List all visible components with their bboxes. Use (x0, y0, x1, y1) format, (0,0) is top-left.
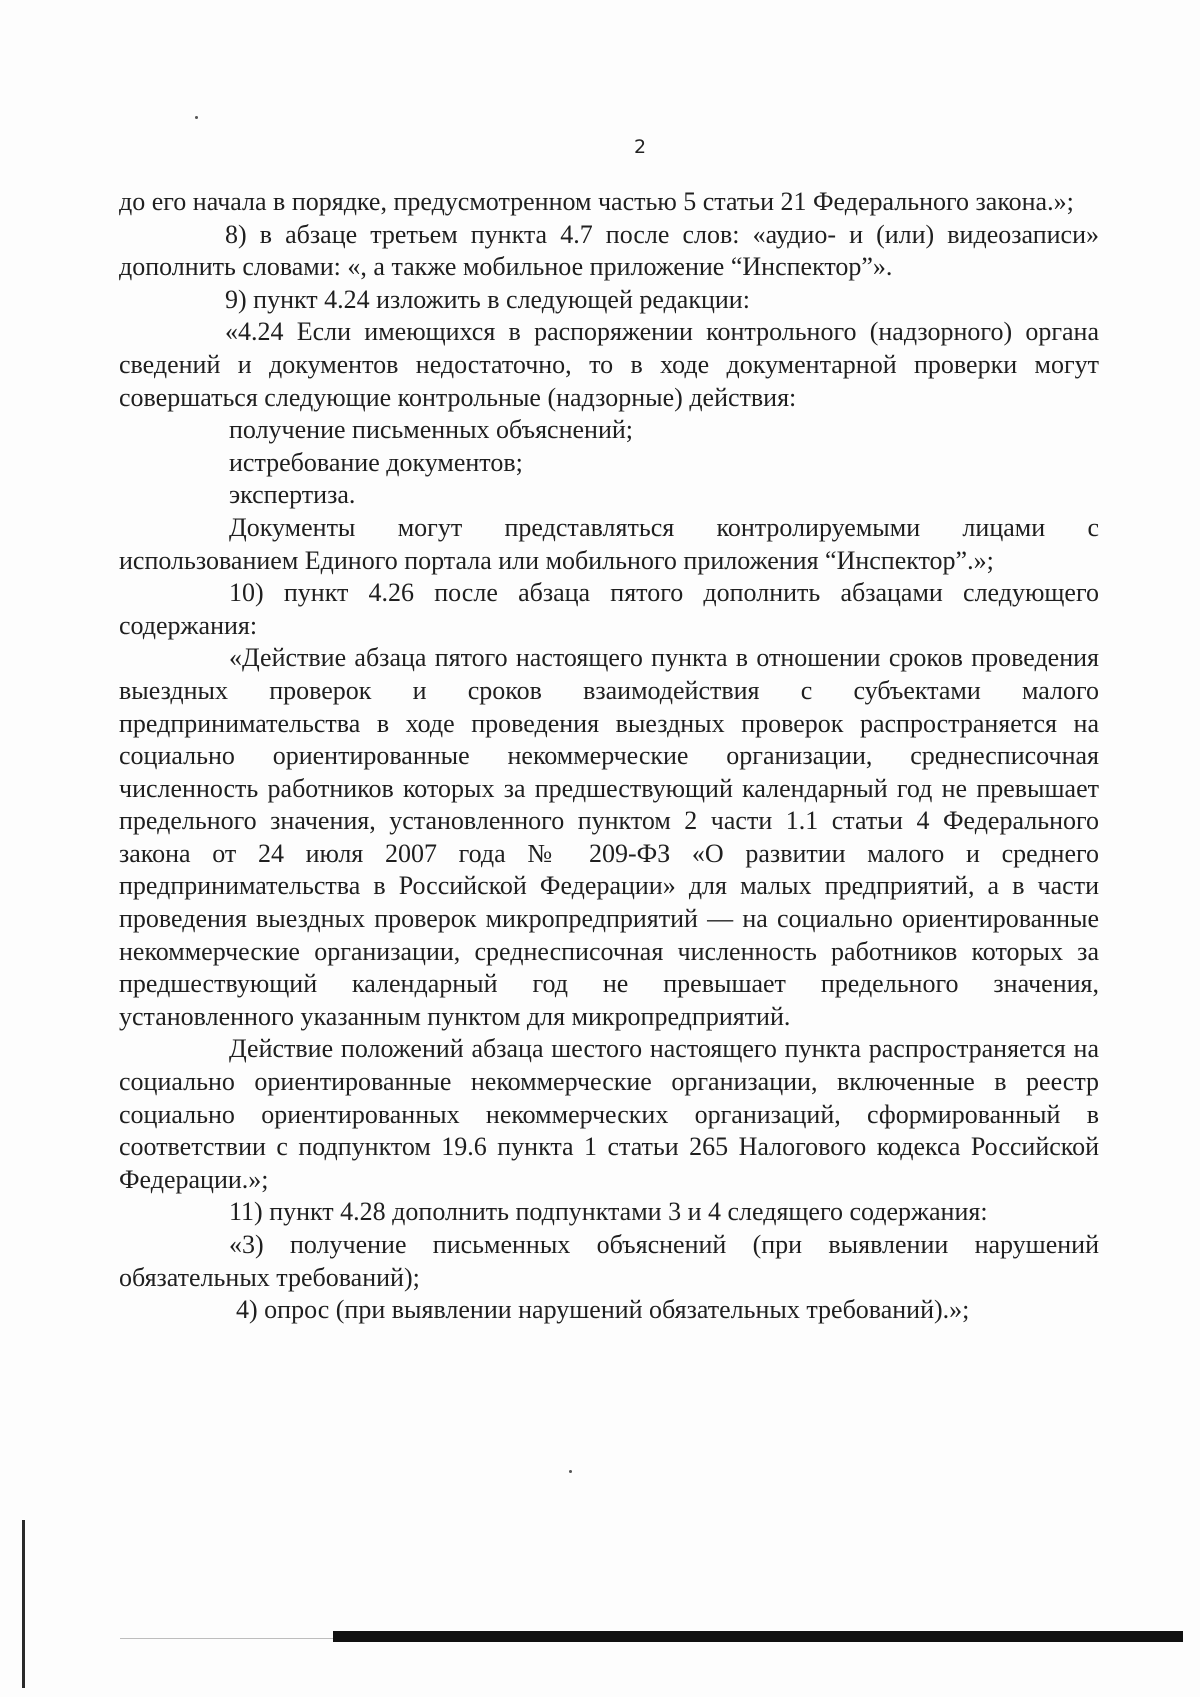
paragraph-subitem-4: 4) опрос (при выявлении нарушений обязательных требований).»; (236, 1295, 970, 1325)
paragraph-clause-4-26-sixth: Действие положений абзаца шестого настоящего пункта распространяется на социально ориентированные некоммерческие организации, включенные в реестр социально ориентированных некоммерческих организаций, сформированный в соответствии с подпунктом 19.6 пункта 1 статьи 265 Налогового кодекса Российской Федерации.»; (119, 1034, 1099, 1194)
document-body (119, 186, 1099, 1327)
paragraph-item-9: 9) пункт 4.24 изложить в следующей редакции: (225, 284, 750, 314)
paragraph-item-11: 11) пункт 4.28 дополнить подпунктами 3 и 4 следящего содержания: (229, 1197, 988, 1227)
paragraph-clause-4-26-fifth: «Действие абзаца пятого настоящего пункта в отношении сроков проведения выездных проверок и сроков взаимодействия с субъектами малого предпринимательства в ходе проведения выездных проверок распространяется на социально ориентированные некоммерческие организации, среднесписочная численность работников которых за предшествующий календарный год не превышает предельного значения, установленного пунктом 2 части 1.1 статьи 4 Федерального закона от 24 июля 2007 года № 209-ФЗ «О развитии малого и среднего предпринимательства в Российской Федерации» для малых предприятий, а в части проведения выездных проверок микропредприятий — на социально ориентированные некоммерческие организации, среднесписочная численность работников которых за предшествующий календарный год не превышает предельного значения, установленного указанным пунктом для микропредприятий. (119, 643, 1099, 1031)
list-item-document-request: истребование документов; (229, 447, 523, 477)
paragraph-continuation: до его начала в порядке, предусмотренном частью 5 статьи 21 Федерального закона.»; (119, 187, 1074, 216)
paragraph-item-8: 8) в абзаце третьем пункта 4.7 после слов: «аудио- и (или) видеозаписи» дополнить словами: «, а также мобильное приложение “Инспектор”». (119, 219, 1099, 282)
paragraph-subitem-3: «3) получение письменных объяснений (при выявлении нарушений обязательных требований); (119, 1230, 1099, 1292)
paragraph-clause-4-24: «4.24 Если имеющихся в распоряжении контрольного (надзорного) органа сведений и документов недостаточно, то в ходе документарной проверки могут совершаться следующие контрольные (надзорные) действия: (119, 317, 1099, 412)
scan-edge-line (22, 1520, 25, 1688)
scan-edge-line (120, 1638, 333, 1639)
scan-speck (569, 1470, 572, 1473)
list-item-written-explanations: получение письменных объяснений; (229, 415, 633, 445)
list-item-expertise: экспертиза. (229, 480, 356, 510)
page-number: 2 (633, 136, 647, 158)
scan-edge-bar (333, 1631, 1183, 1642)
scan-speck (195, 116, 198, 119)
paragraph-item-10: 10) пункт 4.26 после абзаца пятого дополнить абзацами следующего содержания: (119, 578, 1099, 640)
paragraph-documents-inspector: Документы могут представляться контролируемыми лицами с использованием Единого портала или мобильного приложения “Инспектор”.»; (119, 512, 1099, 575)
